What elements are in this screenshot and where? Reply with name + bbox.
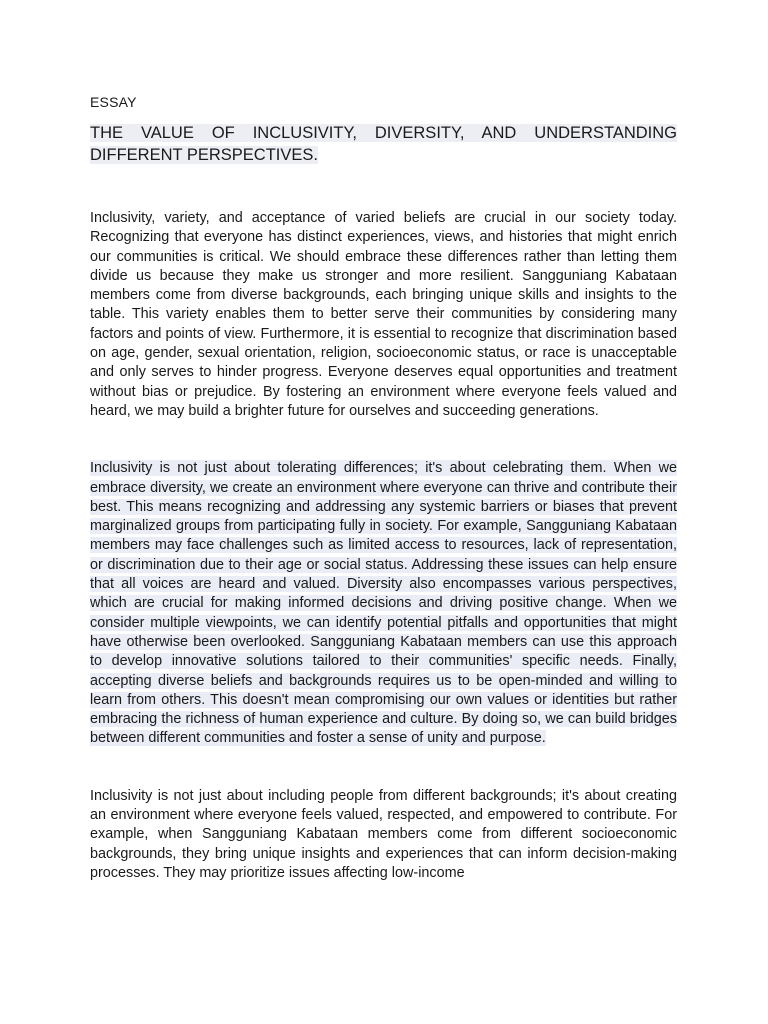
paragraph-2-text: Inclusivity is not just about tolerating differences; it's about celebrating them. When we embrace diversity, we create an environment where everyone can thrive and contribute their best. This means recognizing and addressing any systemic barriers or biases that prevent marginalized groups from participating fully in society. For example, Sangguniang Kabataan members may face challenges such as limited access to resources, lack of representation, or discrimination due to their age or social status. Addressing these issues can help ensure that all voices are heard and valued. Diversity also encompasses various perspectives, which are crucial for making informed decisions and driving positive change. When we consider multiple viewpoints, we can identify potential pitfalls and opportunities that might have otherwise been overlooked. Sangguniang Kabataan members can use this approach to develop innovative solutions tailored to their communities' specific needs. Finally, accepting diverse beliefs and backgrounds requires us to be open-minded and willing to learn from others. This doesn't mean compromising our own values or identities but rather embracing the richness of human experience and culture. By doing so, we can build bridges between different communities and foster a sense of unity and purpose. bbox=[90, 460, 677, 747]
document-page bbox=[90, 92, 677, 883]
paragraph-3: Inclusivity is not just about including people from different backgrounds; it's about creating an environment where everyone feels valued, respected, and empowered to contribute. For example, when Sangguniang Kabataan members come from different socioeconomic backgrounds, they bring unique insights and experiences that can inform decision-making processes. They may prioritize issues affecting low-income bbox=[90, 787, 677, 881]
paragraph-2 bbox=[90, 459, 677, 748]
document-title bbox=[90, 122, 677, 166]
document-title-text: THE VALUE OF INCLUSIVITY, DIVERSITY, AND UNDERSTANDING DIFFERENT PERSPECTIVES. bbox=[90, 124, 677, 164]
paragraph-1: Inclusivity, variety, and acceptance of varied beliefs are crucial in our society today. Recognizing that everyone has distinct experiences, views, and histories that might enrich our communities is critical. We should embrace these differences rather than letting them divide us because they make us stronger and more resilient. Sangguniang Kabataan members come from diverse backgrounds, each bringing unique skills and insights to the table. This variety enables them to better serve their communities by considering many factors and points of view. Furthermore, it is essential to recognize that discrimination based on age, gender, sexual orientation, religion, socioeconomic status, or race is unacceptable and only serves to hinder progress. Everyone deserves equal opportunities and treatment without bias or prejudice. By fostering an environment where everyone feels valued and heard, we may build a brighter future for ourselves and succeeding generations. bbox=[90, 210, 677, 419]
document-label: ESSAY bbox=[90, 94, 137, 110]
